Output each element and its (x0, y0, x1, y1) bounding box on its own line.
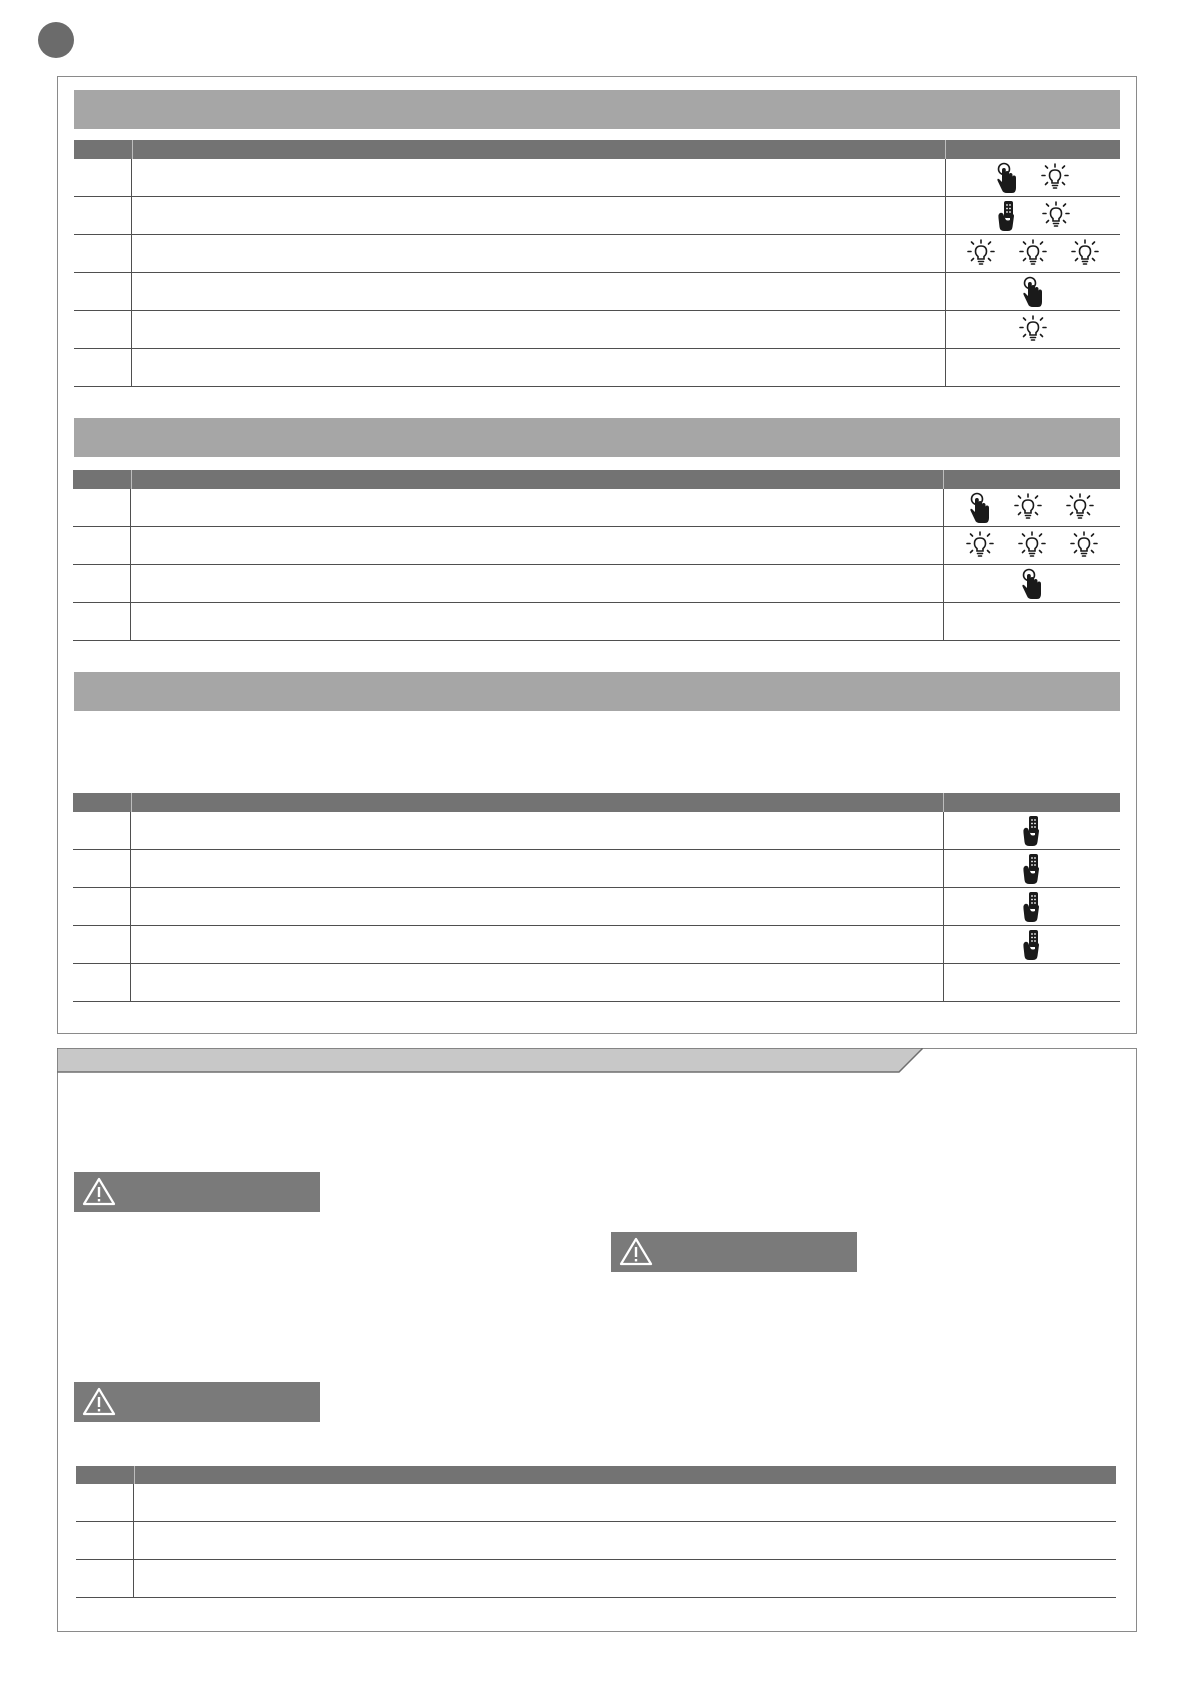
row-icon-cell (944, 603, 1120, 640)
light-bulb-icon (1070, 239, 1100, 269)
table-row (73, 603, 1120, 641)
row-icon-cell (944, 527, 1120, 564)
row-icon-cell (946, 235, 1120, 272)
table-row (74, 349, 1120, 387)
table-4-header (76, 1466, 1116, 1484)
row-step-divider (130, 926, 131, 963)
table-3-header-step-col (73, 793, 132, 812)
table-row (73, 964, 1120, 1002)
remote-control-icon (1020, 928, 1044, 962)
row-step-divider (130, 527, 131, 564)
row-step-divider (130, 888, 131, 925)
table-row (73, 527, 1120, 565)
row-icon-cell (944, 850, 1120, 887)
light-bulb-icon (965, 531, 995, 561)
table-1-body (74, 159, 1120, 387)
warning-bar-3 (74, 1382, 320, 1422)
light-bulb-icon (1018, 239, 1048, 269)
table-row (74, 197, 1120, 235)
row-step-divider (131, 273, 132, 310)
row-icon-cell (946, 311, 1120, 348)
row-step-divider (130, 565, 131, 602)
light-bulb-icon (1065, 493, 1095, 523)
warning-triangle-icon (82, 1386, 116, 1416)
row-step-divider (130, 603, 131, 640)
table-row (73, 850, 1120, 888)
row-icon-cell (944, 888, 1120, 925)
page-marker-circle (38, 22, 74, 58)
row-icon-cell (946, 197, 1120, 234)
table-2-body (73, 489, 1120, 641)
remote-control-icon (995, 199, 1019, 233)
row-icon-cell (944, 964, 1120, 1001)
table-row (73, 489, 1120, 527)
remote-control-icon (1020, 814, 1044, 848)
table-row (74, 311, 1120, 349)
table-row (74, 235, 1120, 273)
remote-control-icon (1020, 890, 1044, 924)
row-step-divider (131, 311, 132, 348)
row-step-divider (131, 197, 132, 234)
table-3-body (73, 812, 1120, 1002)
table-row (76, 1560, 1116, 1598)
table-3-header-icon-col (943, 793, 1120, 812)
row-step-divider (133, 1484, 134, 1521)
table-1-header-step-col (74, 140, 133, 159)
row-icon-cell (946, 349, 1120, 386)
table-4-body (76, 1484, 1116, 1598)
press-button-icon (1022, 276, 1044, 308)
table-row (73, 926, 1120, 964)
row-icon-cell (946, 273, 1120, 310)
row-step-divider (133, 1522, 134, 1559)
light-bulb-icon (966, 239, 996, 269)
warning-triangle-icon (619, 1236, 653, 1266)
table-row (73, 812, 1120, 850)
light-bulb-icon (1013, 493, 1043, 523)
row-step-divider (130, 850, 131, 887)
table-3-header (73, 793, 1120, 812)
row-icon-cell (944, 926, 1120, 963)
row-step-divider (131, 235, 132, 272)
section-tab (57, 1048, 923, 1074)
section-band-3 (74, 672, 1120, 711)
table-row (76, 1484, 1116, 1522)
press-button-icon (1021, 568, 1043, 600)
table-2-header (73, 470, 1120, 489)
row-step-divider (131, 349, 132, 386)
press-button-icon (996, 162, 1018, 194)
table-1-header-icon-col (945, 140, 1120, 159)
row-icon-cell (944, 565, 1120, 602)
table-row (73, 888, 1120, 926)
row-step-divider (130, 964, 131, 1001)
row-step-divider (133, 1560, 134, 1597)
row-icon-cell (944, 489, 1120, 526)
light-bulb-icon (1040, 163, 1070, 193)
press-button-icon (969, 492, 991, 524)
section-band-1 (74, 90, 1120, 129)
row-icon-cell (944, 812, 1120, 849)
table-row (73, 565, 1120, 603)
table-row (74, 159, 1120, 197)
table-row (76, 1522, 1116, 1560)
section-band-2 (74, 418, 1120, 457)
table-row (74, 273, 1120, 311)
row-step-divider (130, 812, 131, 849)
light-bulb-icon (1017, 531, 1047, 561)
light-bulb-icon (1041, 201, 1071, 231)
table-4-header-step-col (76, 1466, 135, 1484)
remote-control-icon (1020, 852, 1044, 886)
row-icon-cell (946, 159, 1120, 196)
light-bulb-icon (1069, 531, 1099, 561)
warning-triangle-icon (82, 1176, 116, 1206)
table-2-header-step-col (73, 470, 132, 489)
table-2-header-icon-col (943, 470, 1120, 489)
row-step-divider (131, 159, 132, 196)
warning-bar-2 (611, 1232, 857, 1272)
light-bulb-icon (1018, 315, 1048, 345)
row-step-divider (130, 489, 131, 526)
warning-bar-1 (74, 1172, 320, 1212)
table-1-header (74, 140, 1120, 159)
